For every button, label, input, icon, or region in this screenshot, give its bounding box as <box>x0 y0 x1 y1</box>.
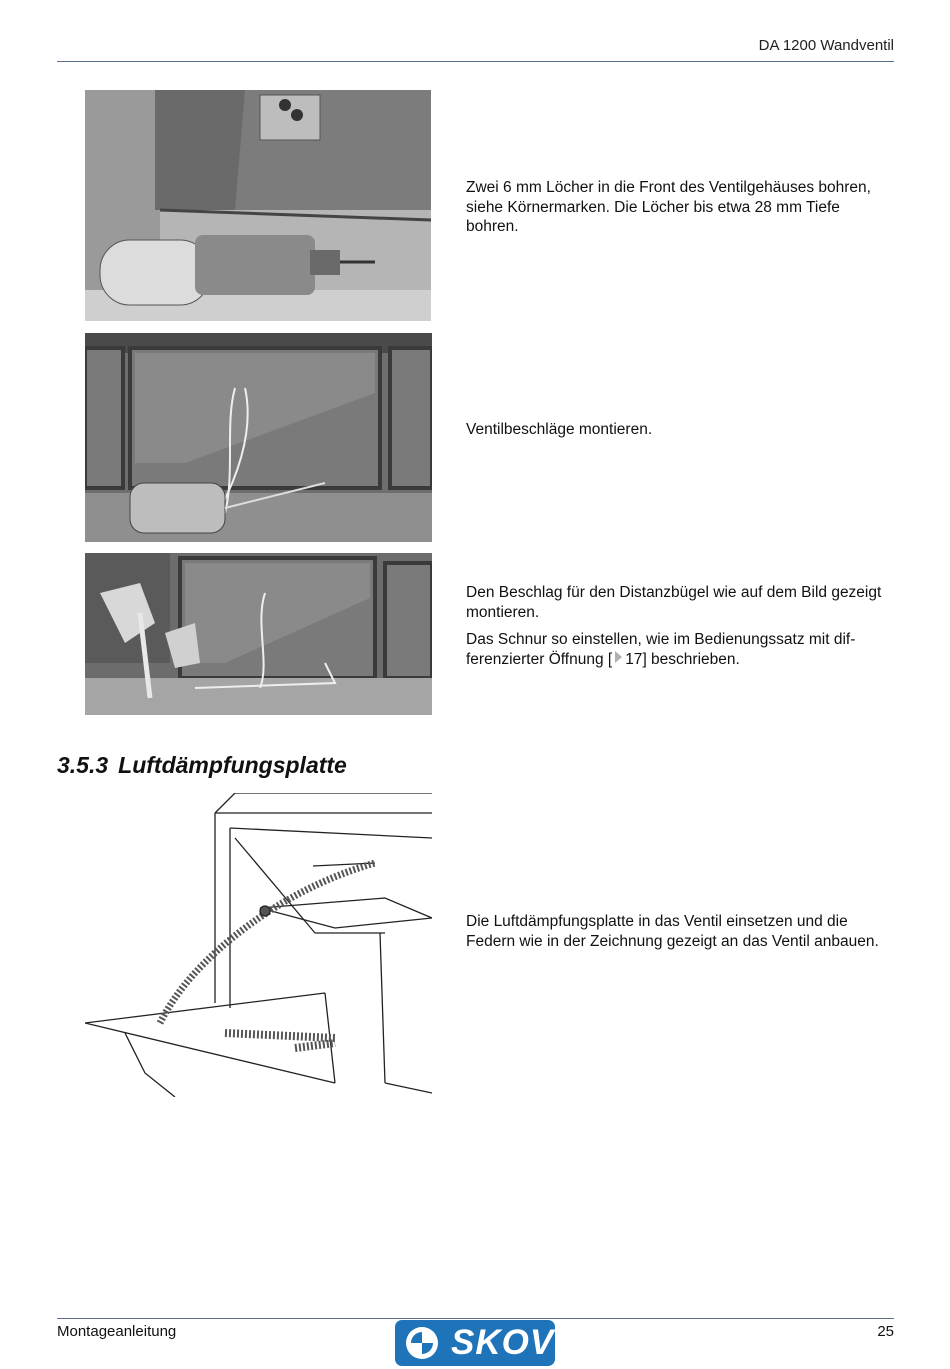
section-text <box>466 912 896 959</box>
page-reference-arrow-icon <box>615 651 622 663</box>
section-paragraph: Die Luftdämpfungsplatte in das Ventil einsetzen und die Federn wie in der Zeichnung gezeigt an das Ventil anbauen. <box>466 913 879 950</box>
step-1-text <box>466 178 896 245</box>
section-heading <box>57 752 347 779</box>
drawing-damper-plate <box>85 793 432 1097</box>
page-number: 25 <box>877 1323 894 1340</box>
photo-drilling-holes <box>85 90 431 321</box>
logo-text: SKOV <box>451 1323 555 1362</box>
step-3-reference-paragraph <box>466 630 896 669</box>
reference-text-before: Das Schnur so einstellen, wie im Bedienungssatz mit differenzierter Öffnung [ <box>466 631 856 668</box>
document-title: DA 1200 Wandventil <box>758 37 894 54</box>
step-3-paragraph: Den Beschlag für den Distanzbügel wie auf dem Bild gezeigt montieren. <box>466 584 882 621</box>
header-rule <box>57 61 894 62</box>
skov-logo <box>395 1320 555 1366</box>
step-1-paragraph: Zwei 6 mm Löcher in die Front des Ventilgehäuses bohren, siehe Körnermarken. Die Löcher bis etwa 28 mm Tiefe bohren. <box>466 179 871 235</box>
photo-mounting-fittings <box>85 333 432 542</box>
step-2-paragraph: Ventilbeschläge montieren. <box>466 421 653 438</box>
step-2-text <box>466 420 896 448</box>
section-number: 3.5.3 <box>57 752 109 778</box>
skov-logo-mark-icon <box>395 1320 451 1366</box>
photo-distance-bracket <box>85 553 432 715</box>
footer-rule <box>57 1318 894 1319</box>
section-title: Luftdämpfungsplatte <box>118 752 347 778</box>
reference-page-link[interactable]: 17 <box>625 650 643 668</box>
step-3-text <box>466 583 896 677</box>
footer-document-type: Montageanleitung <box>57 1323 177 1340</box>
reference-text-after: ] beschrieben. <box>642 650 740 668</box>
